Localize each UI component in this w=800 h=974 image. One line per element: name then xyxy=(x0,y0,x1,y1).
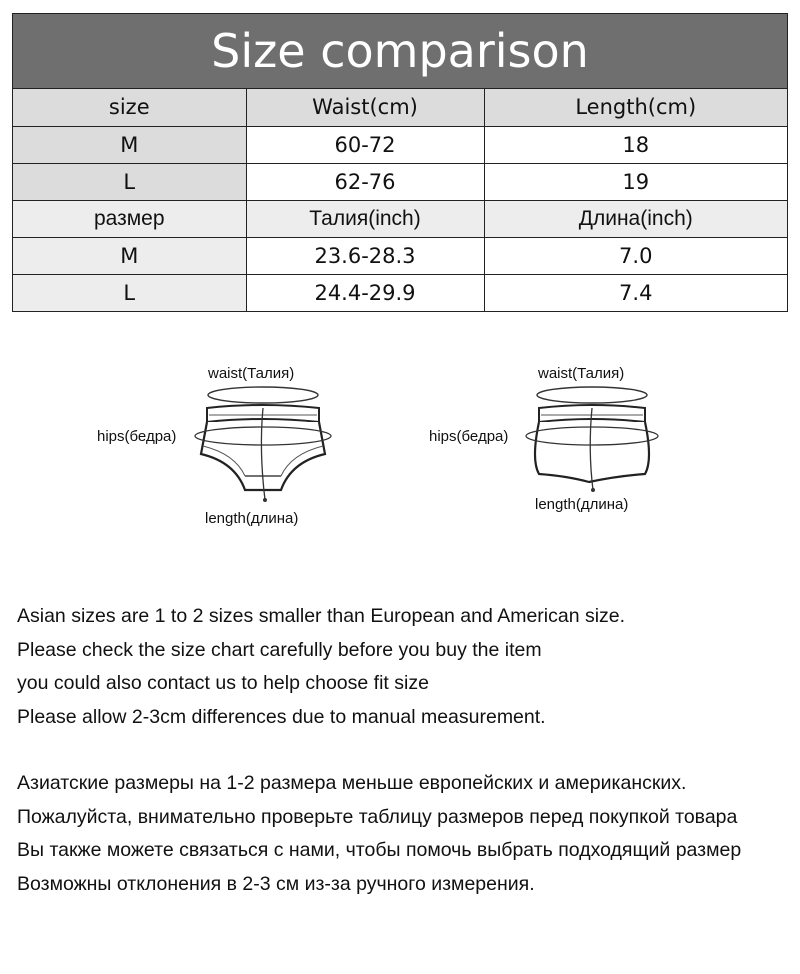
table-header-row xyxy=(13,89,787,126)
header-size-ru: размер xyxy=(13,200,246,237)
cell-size: M xyxy=(13,237,246,274)
cell-waist: 23.6-28.3 xyxy=(246,237,484,274)
header-waist-inch: Талия(inch) xyxy=(246,200,484,237)
note-en: Please allow 2-3cm differences due to manual measurement. xyxy=(17,705,546,728)
header-length-cm: Length(cm) xyxy=(484,89,787,126)
measurement-diagrams xyxy=(0,350,800,540)
cell-waist: 24.4-29.9 xyxy=(246,274,484,311)
length-label: length(длина) xyxy=(205,510,299,527)
table-row xyxy=(13,163,787,200)
page-title: Size comparison xyxy=(13,14,787,89)
note-ru: Азиатские размеры на 1-2 размера меньше европейских и американских. xyxy=(17,772,687,794)
table-row xyxy=(13,126,787,163)
note-ru: Возможны отклонения в 2-3 см из-за ручного измерения. xyxy=(17,872,535,895)
cell-size: L xyxy=(13,163,246,200)
note-en: Please check the size chart carefully before you buy the item xyxy=(17,638,542,661)
cell-length: 7.0 xyxy=(484,237,787,274)
header-length-inch: Длина(inch) xyxy=(484,200,787,237)
cell-length: 7.4 xyxy=(484,274,787,311)
cell-size: M xyxy=(13,126,246,163)
waist-label: waist(Талия) xyxy=(538,365,625,382)
brief-diagram xyxy=(95,350,395,540)
cell-length: 19 xyxy=(484,163,787,200)
cell-waist: 62-76 xyxy=(246,163,484,200)
note-en: you could also contact us to help choose fit size xyxy=(17,672,429,694)
cell-length: 18 xyxy=(484,126,787,163)
boxer-diagram xyxy=(427,350,727,540)
length-label: length(длина) xyxy=(535,496,629,513)
hips-label: hips(бедра) xyxy=(97,428,177,445)
cell-waist: 60-72 xyxy=(246,126,484,163)
cell-size: L xyxy=(13,274,246,311)
table-row xyxy=(13,274,787,311)
size-table-container xyxy=(12,13,788,312)
spacer xyxy=(17,734,792,767)
table-header-row-ru xyxy=(13,200,787,237)
hips-label: hips(бедра) xyxy=(429,428,509,445)
header-size: size xyxy=(13,89,246,126)
table-row xyxy=(13,237,787,274)
size-table xyxy=(13,89,787,311)
note-en: Asian sizes are 1 to 2 sizes smaller than European and American size. xyxy=(17,605,626,627)
note-ru: Пожалуйста, внимательно проверьте таблицу размеров перед покупкой товара xyxy=(17,805,738,828)
note-ru: Вы также можете связаться с нами, чтобы помочь выбрать подходящий размер xyxy=(17,839,742,861)
header-waist-cm: Waist(cm) xyxy=(246,89,484,126)
waist-label: waist(Талия) xyxy=(208,365,295,382)
size-notes xyxy=(17,600,792,901)
